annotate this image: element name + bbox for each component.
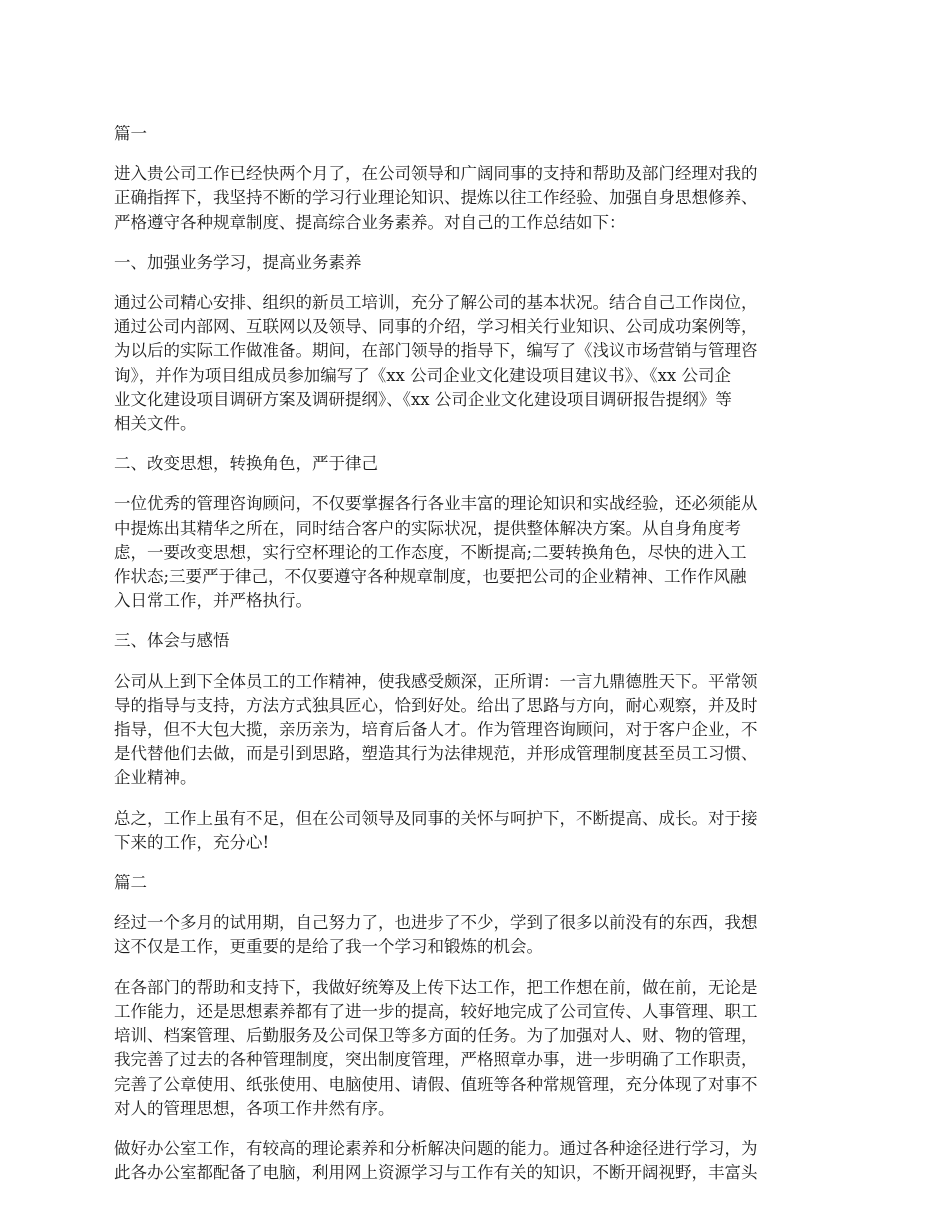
paragraph: 公司从上到下全体员工的工作精神，使我感受颇深，正所谓：一言九鼎德胜天下。平常领 导的指导与支持，方法方式独具匠心，恰到好处。给出了思路与方向，耐心观察，并及时 指导，但不大包大揽，亲历亲为，培育后备人才。作为管理咨询顾问，对于客户企业，不 是代替他们去做，而是引到思路，塑造其行为法律规范，并形成管理制度甚至员工习惯、 企业精神。 xyxy=(114,671,758,788)
paragraph: 经过一个多月的试用期，自己努力了，也进步了不少，学到了很多以前没有的东西，我想 这不仅是工作，更重要的是给了我一个学习和锻炼的机会。 xyxy=(114,913,758,957)
paragraph: 在各部门的帮助和支持下，我做好统筹及上传下达工作，把工作想在前，做在前，无论是 工作能力，还是思想素养都有了进一步的提高，较好地完成了公司宣传、人事管理、职工 培训、档案管理、后勤服务及公司保卫等多方面的任务。为了加强对人、财、物的管理， 我完善了过去的各种管理制度，突出制度管理，严格照章办事，进一步明确了工作职责， 完善了公章使用、纸张使用、电脑使用、请假、值班等各种常规管理，充分体现了对事不 对人的管理思想，各项工作井然有序。 xyxy=(114,977,758,1118)
paragraph: 总之，工作上虽有不足，但在公司领导及同事的关怀与呵护下，不断提高、成长。对于接 下来的工作，充分心! xyxy=(114,808,758,852)
paragraph: 做好办公室工作，有较高的理论素养和分析解决问题的能力。通过各种途径进行学习，为 此各办公室都配备了电脑，利用网上资源学习与工作有关的知识，不断开阔视野，丰富头 xyxy=(114,1138,758,1183)
section-heading-1: 篇一 xyxy=(114,124,147,143)
paragraph: 通过公司精心安排、组织的新员工培训，充分了解公司的基本状况。结合自己工作岗位， 通过公司内部网、互联网以及领导、同事的介绍，学习相关行业知识、公司成功案例等， 为以后的实际工作做准备。期间，在部门领导的指导下，编写了《浅议市场营销与管理咨 询》，并作为项目组成员参加编写了《xx 公司企业文化建设项目建议书》、《xx 公司企 业文化建设项目调研方案及调研提纲》、《xx 公司企业文化建设项目调研报告提纲》等 相关文件。 xyxy=(114,293,758,434)
subheading: 一、加强业务学习，提高业务素养 xyxy=(114,252,362,272)
paragraph: 一位优秀的管理咨询顾问，不仅要掌握各行各业丰富的理论知识和实战经验，还必须能从 中提炼出其精华之所在，同时结合客户的实际状况，提供整体解决方案。从自身角度考 虑，一要改变思想，实行空杯理论的工作态度，不断提高;二要转换角色，尽快的进入工 作状态;三要严于律己，不仅要遵守各种规章制度，也要把公司的企业精神、工作作风融 入日常工作，并严格执行。 xyxy=(114,494,758,611)
subheading: 三、体会与感悟 xyxy=(114,631,230,651)
section-heading-2: 篇二 xyxy=(114,873,147,893)
subheading: 二、改变思想，转换角色，严于律己 xyxy=(114,454,378,474)
paragraph: 进入贵公司工作已经快两个月了，在公司领导和广阔同事的支持和帮助及部门经理对我的 正确指挥下，我坚持不断的学习行业理论知识、提炼以往工作经验、加强自身思想修养、 严格遵守各种规章制度、提高综合业务素养。对自己的工作总结如下： xyxy=(114,164,758,232)
document-body xyxy=(114,122,842,1201)
